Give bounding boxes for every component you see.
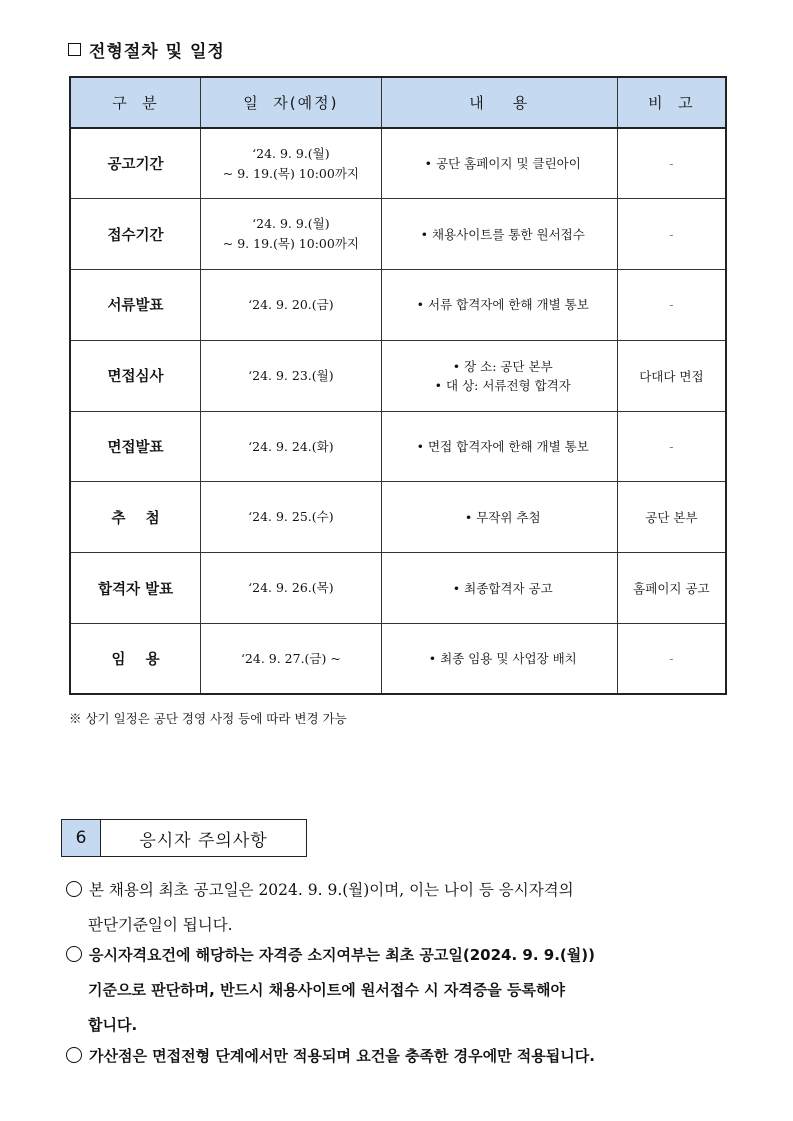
row-note: - <box>617 624 726 695</box>
row-content <box>381 199 617 270</box>
content-line: • 서류 합격자에 한해 개별 통보 <box>416 297 589 313</box>
table-header-row <box>70 77 726 128</box>
row-content <box>381 553 617 624</box>
circle-bullet-icon <box>66 1047 82 1063</box>
checkbox-square-icon <box>68 43 81 56</box>
circle-bullet-icon <box>66 946 82 962</box>
bullet-icon: • <box>464 509 473 525</box>
bullet-icon: • <box>416 439 425 455</box>
row-note: - <box>617 128 726 199</box>
table-row <box>70 411 726 482</box>
notice-heading <box>61 819 307 857</box>
row-category: 접수기간 <box>70 199 201 270</box>
heading-title: 응시자 주의사항 <box>139 830 268 851</box>
content-line: • 대 상: 서류전형 합격자 <box>434 377 571 393</box>
schedule-footnote: ※ 상기 일정은 공단 경영 사정 등에 따라 변경 가능 <box>69 711 347 726</box>
row-note: 홈페이지 공고 <box>617 553 726 624</box>
row-date: ‘24. 9. 20.(금) <box>201 270 382 341</box>
bullet-icon: • <box>428 651 437 667</box>
bullet-icon: • <box>424 156 433 172</box>
row-category: 서류발표 <box>70 270 201 341</box>
bullet-icon: • <box>452 580 461 596</box>
bullet-icon: • <box>434 377 443 393</box>
section-title <box>68 37 225 62</box>
row-date <box>201 199 382 270</box>
content-line: • 채용사이트를 통한 원서접수 <box>420 226 585 242</box>
date-line: ‘24. 9. 9.(월) <box>252 216 330 232</box>
content-line: • 공단 홈페이지 및 클린아이 <box>424 156 581 172</box>
schedule-table <box>69 76 727 695</box>
heading-number: 6 <box>62 820 101 856</box>
row-note: 공단 본부 <box>617 482 726 553</box>
row-category: 면접심사 <box>70 340 201 411</box>
table-row <box>70 340 726 411</box>
row-category: 합격자 발표 <box>70 553 201 624</box>
header-content: 내 용 <box>381 77 617 128</box>
row-content <box>381 128 617 199</box>
notice-item-3: 가산점은 면접전형 단계에서만 적용되며 요건을 충족한 경우에만 적용됩니다. <box>66 1039 736 1074</box>
table-row <box>70 128 726 199</box>
row-content <box>381 411 617 482</box>
table-row <box>70 553 726 624</box>
row-category: 공고기간 <box>70 128 201 199</box>
header-date: 일 자(예정) <box>201 77 382 128</box>
date-line: ~ 9. 19.(목) 10:00까지 <box>222 236 359 252</box>
row-date: ‘24. 9. 23.(월) <box>201 340 382 411</box>
date-line: ~ 9. 19.(목) 10:00까지 <box>222 165 359 181</box>
row-category: 추 첨 <box>70 482 201 553</box>
row-category: 면접발표 <box>70 411 201 482</box>
content-line: • 무작위 추첨 <box>464 509 541 525</box>
content-line: • 최종합격자 공고 <box>452 580 553 596</box>
table-row <box>70 482 726 553</box>
row-note: - <box>617 270 726 341</box>
row-content <box>381 270 617 341</box>
table-row <box>70 270 726 341</box>
bullet-icon: • <box>416 297 425 313</box>
row-note: 다대다 면접 <box>617 340 726 411</box>
notice-item-2: 응시자격요건에 해당하는 자격증 소지여부는 최초 공고일(2024. 9. 9.(월)) 기준으로 판단하며, 반드시 채용사이트에 원서접수 시 자격증을 등록해야 합니다. <box>66 938 736 1043</box>
row-content <box>381 482 617 553</box>
row-date: ‘24. 9. 26.(목) <box>201 553 382 624</box>
row-note: - <box>617 411 726 482</box>
date-line: ‘24. 9. 9.(월) <box>252 145 330 161</box>
row-date: ‘24. 9. 25.(수) <box>201 482 382 553</box>
circle-bullet-icon <box>66 881 82 897</box>
row-date: ‘24. 9. 24.(화) <box>201 411 382 482</box>
row-category: 임 용 <box>70 624 201 695</box>
bullet-icon: • <box>420 226 428 242</box>
row-content <box>381 340 617 411</box>
row-note: - <box>617 199 726 270</box>
content-line: • 면접 합격자에 한해 개별 통보 <box>416 439 589 455</box>
header-note: 비 고 <box>617 77 726 128</box>
table-row <box>70 624 726 695</box>
section-title-text: 전형절차 및 일정 <box>89 42 225 62</box>
row-date: ‘24. 9. 27.(금) ~ <box>201 624 382 695</box>
notice-item-1: 본 채용의 최초 공고일은 2024. 9. 9.(월)이며, 이는 나이 등 응시자격의 판단기준일이 됩니다. <box>66 873 736 943</box>
table-row <box>70 199 726 270</box>
content-line: • 최종 임용 및 사업장 배치 <box>428 651 577 667</box>
header-category: 구 분 <box>70 77 201 128</box>
row-date <box>201 128 382 199</box>
bullet-icon: • <box>452 358 461 374</box>
content-line: • 장 소: 공단 본부 <box>452 358 553 374</box>
row-content <box>381 624 617 695</box>
